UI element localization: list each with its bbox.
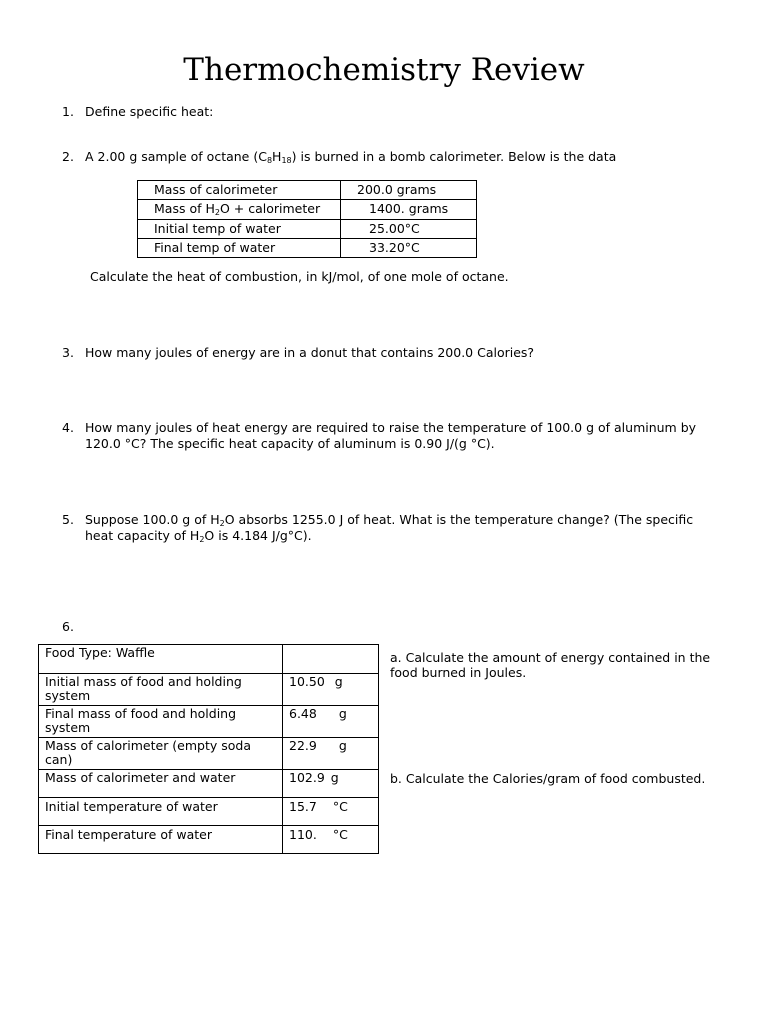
row-value: 110. °C — [283, 826, 379, 854]
row-value: 33.20°C — [341, 239, 477, 258]
table-row — [39, 645, 379, 674]
row-label: Initial temp of water — [138, 220, 341, 239]
row-value: 25.00°C — [341, 220, 477, 239]
question-number: 4. — [62, 420, 74, 435]
question-text: A 2.00 g sample of octane $(C_8H_{18})$ is burned in a bomb calorimeter. Below is the data — [85, 149, 617, 165]
part-b-text: b. Calculate the Calories/gram of food combusted. — [390, 771, 706, 786]
row-value: 102.9 g — [283, 770, 379, 798]
question-text-line-2: 120.0 °C? The specific heat capacity of aluminum is 0.90 J/(g °C). — [85, 436, 495, 451]
row-value: 22.9 g — [283, 738, 379, 770]
part-a-text: a. Calculate the amount of energy contained in the food burned in Joules. — [390, 650, 711, 680]
row-label: Final temp of water — [138, 239, 341, 258]
calorimeter-data-table — [137, 180, 477, 258]
row-label: Mass of calorimeter (empty soda can) — [39, 738, 283, 770]
question-text-line-1: Suppose 100.0 g of $H_2O$ absorbs 1255.0 J of heat. What is the temperature change? (The specific — [85, 512, 694, 528]
question-number: 3. — [62, 345, 74, 360]
table-row — [138, 181, 477, 200]
question-text: Define specific heat: — [85, 104, 214, 119]
row-label: Initial temperature of water — [39, 798, 283, 826]
food-combustion-table — [38, 644, 379, 854]
table-row — [39, 738, 379, 770]
question-text: How many joules of energy are in a donut that contains 200.0 Calories? — [85, 345, 535, 360]
worksheet-title: Thermochemistry Review — [183, 52, 585, 88]
question-number: 1. — [62, 104, 74, 119]
row-label: Final mass of food and holding system — [39, 706, 283, 738]
table-row — [39, 706, 379, 738]
question-number: 5. — [62, 512, 74, 527]
table-row — [39, 770, 379, 798]
followup-text: Calculate the heat of combustion, in kJ/mol, of one mole of octane. — [90, 269, 509, 284]
table-row — [138, 200, 477, 220]
question-text-line-1: How many joules of heat energy are required to raise the temperature of 100.0 g of aluminum by — [85, 420, 697, 435]
row-label: Mass of calorimeter — [138, 181, 341, 200]
question-text-line-2: heat capacity of $H_2O$ is 4.184 J/g°C). — [85, 528, 312, 544]
row-label: Mass of $H_2O$ + calorimeter — [138, 200, 341, 220]
table-row — [39, 826, 379, 854]
row-value: 6.48 g — [283, 706, 379, 738]
table-row — [39, 798, 379, 826]
table-row — [138, 220, 477, 239]
table-row — [39, 674, 379, 706]
row-value: 200.0 grams — [341, 181, 477, 200]
row-label: Final temperature of water — [39, 826, 283, 854]
row-value: 1400. grams — [341, 200, 477, 220]
row-value: 10.50 g — [283, 674, 379, 706]
question-number: 2. — [62, 149, 74, 164]
row-label: Food Type: Waffle — [39, 645, 283, 674]
table-row — [138, 239, 477, 258]
question-number: 6. — [62, 619, 74, 634]
row-label: Initial mass of food and holding system — [39, 674, 283, 706]
row-value — [283, 645, 379, 674]
row-value: 15.7 °C — [283, 798, 379, 826]
row-label: Mass of calorimeter and water — [39, 770, 283, 798]
